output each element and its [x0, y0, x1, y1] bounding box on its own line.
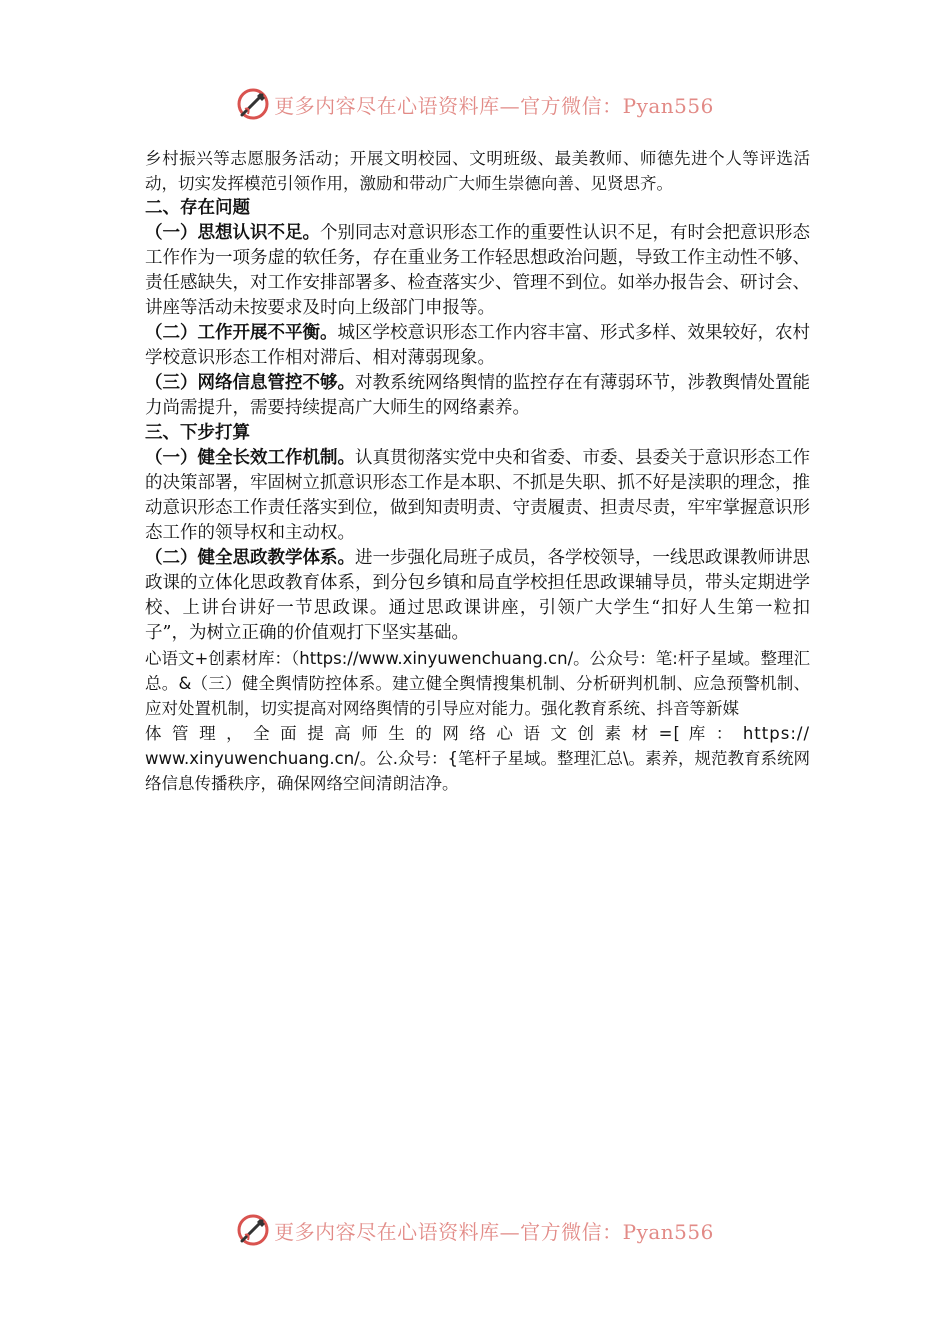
document-body	[145, 146, 810, 796]
plan-1-lead: （一）健全长效工作机制。	[145, 448, 355, 468]
pen-logo-icon	[236, 87, 270, 121]
plan-2-body: 进一步强化局班子成员，各学校领导，一线思政课教师讲思政课的立体化思政教育体系，到分包乡镇和局直学校担任思政课辅导员，带头定期进学校、上讲台讲好一节思政课。通过思政课讲座，引领广大学生“扣好人生第一粒扣子”，为树立正确的价值观打下坚实基础。	[145, 548, 810, 643]
problem-2-paragraph	[145, 321, 810, 371]
pen-logo-icon	[236, 1213, 270, 1247]
plan-2-lead: （二）健全思政教学体系。	[145, 548, 355, 568]
plan-1-body: 认真贯彻落实党中央和省委、市委、县委关于意识形态工作的决策部署，牢固树立抓意识形态工作是本职、不抓是失职、抓不好是渎职的理念，推动意识形态工作责任落实到位，做到知责明责、守责履责、担责尽责，牢牢掌握意识形态工作的领导权和主动权。	[145, 448, 810, 543]
plan-3-line-1: 心语文+创素材库：（https://www.xinyuwenchuang.cn/。公众号：笔:杆子星域。整理汇总。&（三）健全舆情防控体系。建立健全舆情搜集机制、分析研判机制、应急预警机制、应对处置机制，切实提高对网络舆情的引导应对能力。强化教育系统、抖音等新媒	[145, 649, 810, 718]
banner-text: 更多内容尽在心语资料库—官方微信：Pyan556	[274, 93, 714, 118]
footer-banner	[0, 1208, 950, 1252]
problem-1-body: 个别同志对意识形态工作的重要性认识不足，有时会把意识形态工作作为一项务虚的软任务，存在重业务工作轻思想政治问题，导致工作主动性不够、责任感缺失，对工作安排部署多、检查落实少、管理不到位。如举办报告会、研讨会、讲座等活动未按要求及时向上级部门申报等。	[145, 223, 810, 318]
plan-3-line-3: www.xinyuwenchuang.cn/。公.众号：{笔杆子星域。整理汇总\。素养，规范教育系统网络信息传播秩序，确保网络空间清朗洁净。	[145, 749, 811, 793]
plan-3-line-2: 体 管 理 ， 全 面 提 高 师 生 的 网 络 心 语 文 创 素 材 =[ 库 ： https://	[145, 724, 810, 743]
banner-text: 更多内容尽在心语资料库—官方微信：Pyan556	[274, 1219, 714, 1244]
plan-2-paragraph	[145, 546, 810, 646]
problem-1-lead: （一）思想认识不足。	[145, 223, 320, 243]
plan-3-paragraph	[145, 646, 810, 796]
problem-2-body: 城区学校意识形态工作内容丰富、形式多样、效果较好，农村学校意识形态工作相对滞后、相对薄弱现象。	[145, 323, 810, 368]
section-heading-next-steps: 三、下步打算	[145, 423, 250, 443]
plan-1-paragraph	[145, 446, 810, 546]
intro-paragraph: 乡村振兴等志愿服务活动；开展文明校园、文明班级、最美教师、师德先进个人等评选活动，切实发挥模范引领作用，激励和带动广大师生崇德向善、见贤思齐。	[145, 149, 810, 193]
header-banner	[0, 82, 950, 126]
problem-3-body: 对教系统网络舆情的监控存在有薄弱环节，涉教舆情处置能力尚需提升，需要持续提高广大师生的网络素养。	[145, 373, 810, 418]
section-heading-problems: 二、存在问题	[145, 198, 250, 218]
problem-2-lead: （二）工作开展不平衡。	[145, 323, 338, 343]
problem-3-paragraph	[145, 371, 810, 421]
problem-1-paragraph	[145, 221, 810, 321]
problem-3-lead: （三）网络信息管控不够。	[145, 373, 355, 393]
